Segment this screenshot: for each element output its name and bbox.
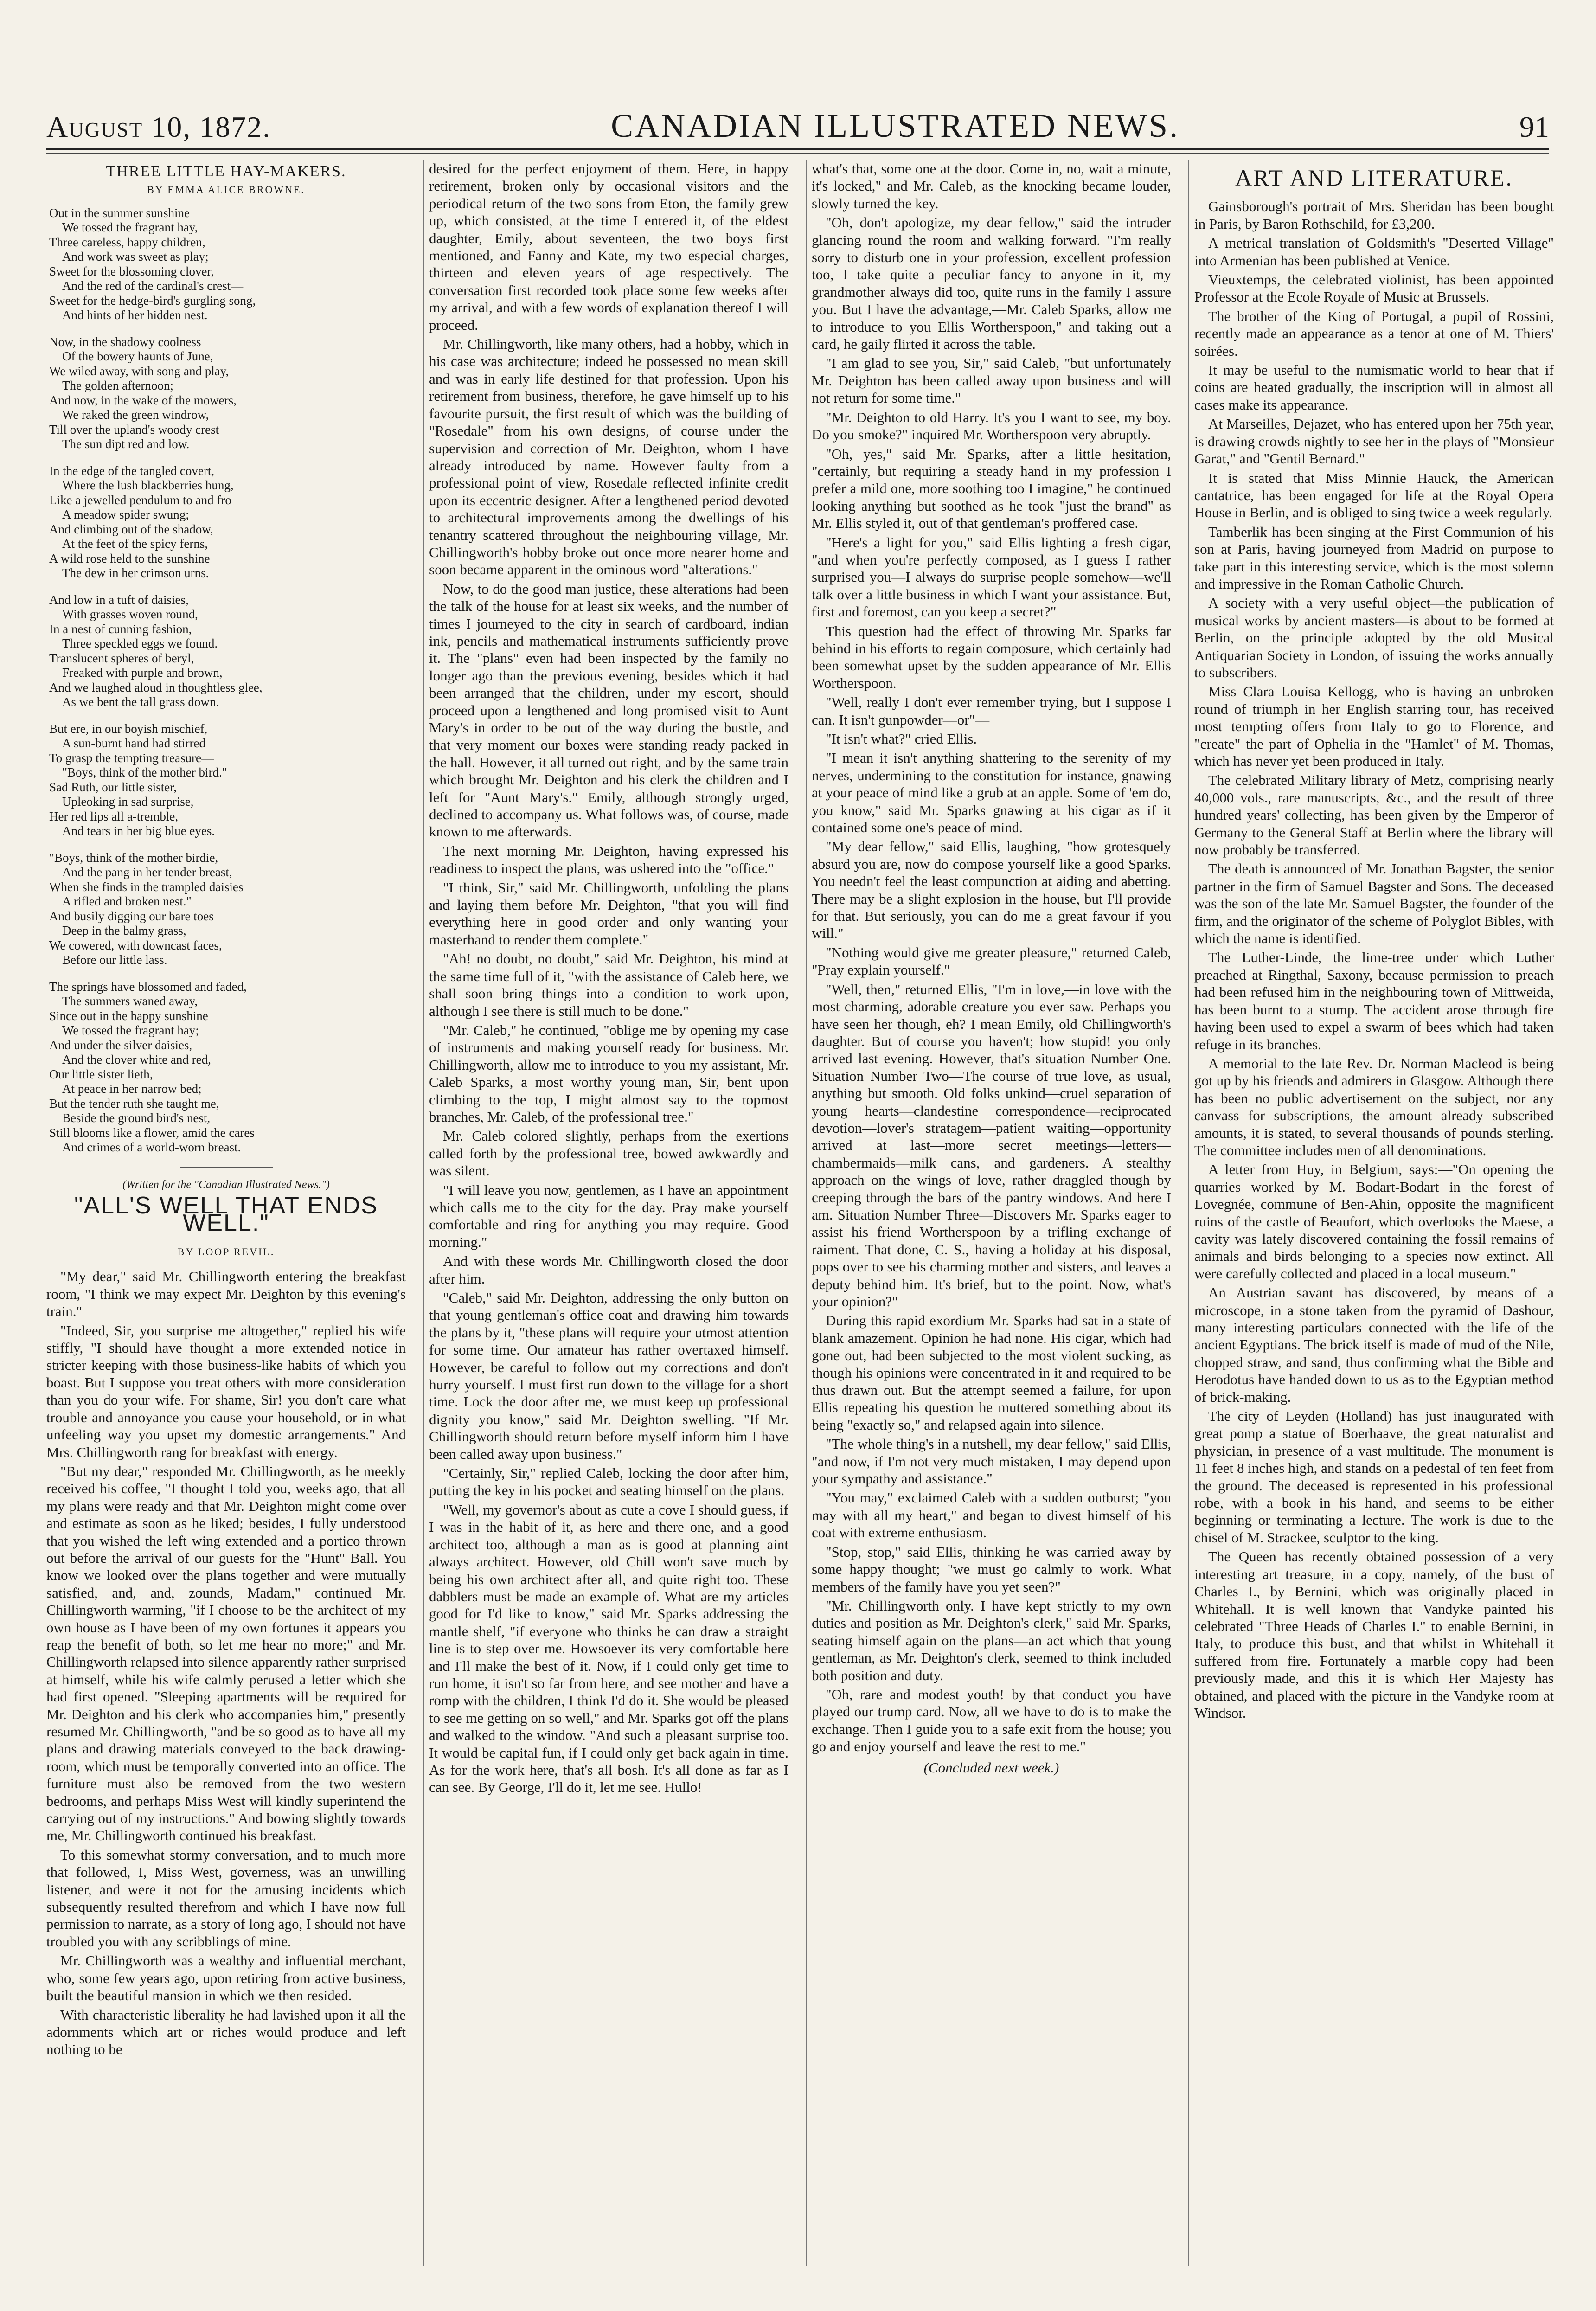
poem-line: Freaked with purple and brown, bbox=[62, 666, 223, 680]
story-paragraph: "My dear fellow," said Ellis, laughing, "how grotesquely absurd you are, now do compose yourself like a good Sparks. You needn't feel the least compunction at aiding and abetting. There may be a slight explosion in the house, but I'll provide for that. But seriously, you can do me a great favour if you will." bbox=[812, 838, 1171, 942]
story-paragraph: "Mr. Chillingworth only. I have kept strictly to my own duties and position as Mr. Deighton's clerk," said Mr. Sparks, seating himself again on the plans—an act which that young gentleman, as Mr. Deighton's clerk, seemed to think included both position and duty. bbox=[812, 1597, 1171, 1683]
art-section-title: ART AND LITERATURE. bbox=[1235, 165, 1513, 191]
story-paragraph: "I think, Sir," said Mr. Chillingworth, unfolding the plans and laying them before Mr. Deighton, "that you will find everything here in good order and only wanting your masterhand to render them complete." bbox=[429, 879, 788, 948]
poem-line: We raked the green windrow, bbox=[62, 408, 209, 422]
column-3 bbox=[812, 160, 1171, 2266]
poem-line: Upleoking in sad surprise, bbox=[62, 795, 194, 809]
masthead bbox=[46, 107, 1549, 150]
column-divider bbox=[1188, 160, 1189, 2266]
art-paragraph: A society with a very useful object—the publication of musical works by ancient masters—is about to be formed at Berlin, on the principle adopted by the old Musical Antiquarian Society in London, of issuing the works annually to subscribers. bbox=[1194, 595, 1554, 680]
story-paragraph: "Stop, stop," said Ellis, thinking he was carried away by some happy thought; "we must go calmly to work. What members of the family have you yet seen?" bbox=[812, 1543, 1171, 1595]
story-text-part-2 bbox=[429, 160, 788, 1796]
page-number: 91 bbox=[1519, 110, 1549, 143]
story-paragraph: The next morning Mr. Deighton, having expressed his readiness to inspect the plans, was ushered into the "office." bbox=[429, 842, 788, 877]
story-paragraph: "Well, really I don't ever remember trying, but I suppose I can. It isn't gunpowder—or"— bbox=[812, 694, 1171, 728]
poem-line: And work was sweet as play; bbox=[62, 250, 209, 264]
poem-line: And the pang in her tender breast, bbox=[62, 865, 232, 879]
art-paragraph: A letter from Huy, in Belgium, says:—"On opening the quarries worked by M. Bodart-Bodart in the forest of Lovegnée, commune of Ben-Ahin, opposite the magnificent ruins of the castle of Beaufort, which overlooks the Maese, a cavity was lately discovered containing the fossil remains of animals and birds belonging to a species now extinct. All were carefully collected and placed in a local museum." bbox=[1194, 1161, 1554, 1282]
story-paragraph: desired for the perfect enjoyment of them. Here, in happy retirement, broken only by occasional visitors and the periodical return of the two sons from Eton, the family grew up, which consisted, at the time I entered it, of the eldest daughter, Emily, about seventeen, the two boys first mentioned, and Fanny and Kate, my two especial charges, thirteen and eleven years of age respectively. The conversation first recorded took place some few weeks after my arrival, and with a few words of explanation thereof I will proceed. bbox=[429, 160, 788, 333]
art-paragraph: A memorial to the late Rev. Dr. Norman Macleod is being got up by his friends and admirers in Glasgow. Although there has been no public advertisement on the subject, nor any canvass for subscriptions, the amount already subscribed amounts, it is stated, to several thousands of pounds sterling. The committee includes men of all denominations. bbox=[1194, 1055, 1554, 1158]
poem-stanza bbox=[46, 335, 406, 452]
story-paragraph: "Certainly, Sir," replied Caleb, locking the door after him, putting the key in his pocket and seating himself on the plans. bbox=[429, 1465, 788, 1499]
art-paragraph: Miss Clara Louisa Kellogg, who is having an unbroken round of triumph in her English starring tour, has received most tempting offers from Italy to go to Florence, and "create" the part of Ophelia in the "Hamlet" of M. Thomas, which has never yet been produced in Italy. bbox=[1194, 683, 1554, 769]
poem-line: At peace in her narrow bed; bbox=[62, 1082, 202, 1096]
story-paragraph: "I am glad to see you, Sir," said Caleb, "but unfortunately Mr. Deighton has been called away upon business and will not return for some time." bbox=[812, 355, 1171, 406]
poem-line: "Boys, think of the mother birdie, bbox=[49, 850, 218, 865]
poem-stanza bbox=[46, 593, 406, 710]
story-paragraph: "Well, then," returned Ellis, "I'm in love,—in love with the most charming, adorable creature you ever saw. Perhaps you have seen her though, eh? I mean Emily, old Chillingworth's daughter. But of course you haven't; how stupid! you only arrived last evening. However, that's situation Number One. Situation Number Two—The course of true love, as usual, anything but smooth. Old folks unkind—cruel separation of young hearts—clandestine correspondence—reciprocated devotion—lover's stratagem—patient waiting—opportunity arrived at last—more secret meetings—letters—chambermaids—milk cans, and gardeners. A stealthy approach on the wings of love, rather draggled though by creeping through the bars of the pantry windows. And here I am. Situation Number Three—Discovers Mr. Sparks eager to assist his friend Wortherspoon by a trifling exchange of raiment. That done, C. S., having a holiday at his disposal, pops over to see his charming mother and sisters, and leaves a deputy behind him. It's brief, but to the point. Now, what's your opinion?" bbox=[812, 981, 1171, 1310]
story-paragraph: "Mr. Deighton to old Harry. It's you I want to see, my boy. Do you smoke?" inquired Mr. Wortherspoon very abruptly. bbox=[812, 409, 1171, 443]
poem-line: But the tender ruth she taught me, bbox=[49, 1096, 219, 1111]
column-1 bbox=[46, 160, 406, 2266]
poem-line: At the feet of the spicy ferns, bbox=[62, 537, 208, 551]
art-paragraph: A metrical translation of Goldsmith's "Deserted Village" into Armenian has been published at Venice. bbox=[1194, 235, 1554, 269]
poem-line: In the edge of the tangled covert, bbox=[49, 463, 215, 478]
publication-title: CANADIAN ILLUSTRATED NEWS. bbox=[611, 107, 1180, 144]
poem-stanza bbox=[46, 722, 406, 839]
poem-line: Beside the ground bird's nest, bbox=[62, 1111, 211, 1125]
art-paragraph: It is stated that Miss Minnie Hauck, the American cantatrice, has been engaged for life at the Royal Opera House in Berlin, and is obliged to sing twice a week regularly. bbox=[1194, 469, 1554, 521]
story-paragraph: "I mean it isn't anything shattering to the serenity of my nerves, undermining to the constitution for instance, gnawing at your peace of mind like a grub at an apple. Some of 'em do, you know," said Mr. Sparks gnawing at his cigar as if it contained some one's peace of mind. bbox=[812, 750, 1171, 836]
art-paragraph: It may be useful to the numismatic world to hear that if coins are heated gradually, the inscription will in almost all cases make its appearance. bbox=[1194, 362, 1554, 413]
poem-line: And we laughed aloud in thoughtless glee, bbox=[49, 680, 263, 694]
poem-line: We wiled away, with song and play, bbox=[49, 364, 229, 378]
story-paragraph: "Oh, don't apologize, my dear fellow," said the intruder glancing round the room and walking forward. "I'm really sorry to disturb one in your profession, excellent profession too, I take quite a peculiar fancy to anyone in it, my grandmother always did too, quite runs in the family I assure you. But I have the advantage,—Mr. Caleb Sparks, allow me to introduce to you Ellis Wortherspoon," and taking out a card, he gaily flirted it across the table. bbox=[812, 214, 1171, 353]
art-paragraph: Gainsborough's portrait of Mrs. Sheridan has been bought in Paris, by Baron Rothschild, for £3,200. bbox=[1194, 198, 1554, 232]
story-paragraph: During this rapid exordium Mr. Sparks had sat in a state of blank amazement. Opinion he had none. His cigar, which had gone out, had been subjected to the most violent sucking, as though his opinions were concentrated in it and required to be thus drawn out. But the attempt seemed a failure, for upon Ellis repeating his question he muttered something about its being "exactly so," and relapsed again into silence. bbox=[812, 1312, 1171, 1433]
poem-line: A sun-burnt hand had stirred bbox=[62, 736, 205, 751]
story-text-part-1 bbox=[46, 1268, 406, 2058]
poem-line: Translucent spheres of beryl, bbox=[49, 651, 194, 665]
story-paragraph: "But my dear," responded Mr. Chillingworth, as he meekly received his coffee, "I thought I told you, weeks ago, that all my plans were ready and that Mr. Deighton might come over and estimate as soon as he liked; besides, I fully understood that you wished the left wing extended and a portico thrown out before the arrival of our guests for the "Hunt" Ball. You know we looked over the plans together and were mutually satisfied, and, and, zounds, Madam," continued Mr. Chillingworth warming, "if I choose to be the architect of my own house as I have been of my own fortunes it appears you reap the benefit of both, so let me hear no more;" and Mr. Chillingworth relapsed into silence apparently rather surprised at himself, while his wife calmly perused a letter which she had first opened. "Sleeping apartments will be required for Mr. Deighton and his clerk who accompanies him," presently resumed Mr. Chillingworth, "and be so good as to have all my plans and drawing materials conveyed to the back drawing-room, which must be temporally converted into an office. The furniture must also be removed from the two western bedrooms, and perhaps Miss West will kindly superintend the carrying out of my instructions." And bowing slightly towards me, Mr. Chillingworth continued his breakfast. bbox=[46, 1463, 406, 1844]
story-paragraph: "Nothing would give me greater pleasure," returned Caleb, "Pray explain yourself." bbox=[812, 944, 1171, 978]
poem-stanza bbox=[46, 464, 406, 581]
poem-line: And the clover white and red, bbox=[62, 1053, 211, 1067]
story-paragraph: Now, to do the good man justice, these alterations had been the talk of the house for at least six weeks, and the number of times I journeyed to the city in search of cardboard, indian ink, pencils and mathematical instruments sufficiently prove it. The "plans" even had been inspected by the family no longer ago than the previous evening, besides which it had been arranged that the children, under my escort, should proceed upon a lengthened and long promised visit to Aunt Mary's in order to be out of the way during the bustle, and that very moment our boxes were standing ready packed in the hall. However, it all turned out right, and by the same train which brought Mr. Deighton and his clerk the children and I left for "Aunt Mary's." Emily, although strongly urged, declined to accompany us. What follows was, of course, made known to me afterwards. bbox=[429, 580, 788, 840]
poem-line: As we bent the tall grass down. bbox=[62, 695, 219, 709]
poem-line: And under the silver daisies, bbox=[49, 1038, 192, 1052]
art-paragraph: The Luther-Linde, the lime-tree under which Luther preached at Ringthal, Saxony, because permission to preach had been refused him in the neighbouring town of Mittweida, has been burnt to a stump. The accident arose through fire having been used to expel a swarm of bees which had taken refuge in its branches. bbox=[1194, 949, 1554, 1053]
art-paragraph: The Queen has recently obtained possession of a very interesting art treasure, in a copy, namely, of the bust of Charles I., by Bernini, which was originally placed in Whitehall. It is well known that Vandyke painted his celebrated "Three Heads of Charles I." to enable Bernini, in Italy, to produce this bust, and that whilst in Whitehall it suffered from fire. Fortunately a marble copy had been previously made, and this it is which Her Majesty has obtained, and placed with the picture in the Vandyke room at Windsor. bbox=[1194, 1548, 1554, 1721]
column-divider bbox=[806, 160, 807, 2266]
story-paragraph: what's that, some one at the door. Come in, no, wait a minute, it's locked," and Mr. Caleb, as the knocking became louder, slowly turned the key. bbox=[812, 160, 1171, 212]
poem-line: Our little sister lieth, bbox=[49, 1067, 153, 1081]
story-paragraph: "Caleb," said Mr. Deighton, addressing the only button on that young gentleman's office coat and drawing him towards the plans by it, "these plans will require your utmost attention for some time. Our amateur has rather overtaxed himself. However, be careful to follow out my corrections and don't hurry yourself. I must first run down to the village for a short time. Lock the door after me, we must keep up professional dignity you know," said Mr. Deighton swelling. "If Mr. Chillingworth should return before myself inform him I have been called away upon business." bbox=[429, 1290, 788, 1462]
art-paragraph: The city of Leyden (Holland) has just inaugurated with great pomp a statue of Boerhaave, the great naturalist and physician, in presence of a vast multitude. The monument is 11 feet 8 inches high, and stands on a pedestal of ten feet from the ground. The deceased is represented in his professional robe, with a book in his hand, and seems to be either beginning or terminating a lecture. The work is due to the chisel of M. Strackee, sculptor to the king. bbox=[1194, 1408, 1554, 1546]
poem-line: Now, in the shadowy coolness bbox=[49, 334, 201, 349]
art-paragraph: The brother of the King of Portugal, a pupil of Rossini, recently made an appearance as a tenor at one of M. Thiers' soirées. bbox=[1194, 308, 1554, 359]
story-byline: BY LOOP REVIL. bbox=[177, 1246, 275, 1258]
poem-line: And hints of her hidden nest. bbox=[62, 308, 208, 322]
poem-line: And low in a tuft of daisies, bbox=[49, 592, 189, 607]
concluded-note: (Concluded next week.) bbox=[923, 1759, 1059, 1776]
poem-line: And busily digging our bare toes bbox=[49, 909, 214, 923]
poem-byline: BY EMMA ALICE BROWNE. bbox=[147, 184, 305, 196]
story-paragraph: "You may," exclaimed Caleb with a sudden outburst; "you may with all my heart," and began to divest himself of his coat with extreme enthusiasm. bbox=[812, 1489, 1171, 1541]
story-paragraph: "My dear," said Mr. Chillingworth entering the breakfast room, "I think we may expect Mr. Deighton by this evening's train." bbox=[46, 1268, 406, 1320]
poem-line: A meadow spider swung; bbox=[62, 507, 189, 522]
poem-line: Like a jewelled pendulum to and fro bbox=[49, 493, 231, 507]
poem-line: Before our little lass. bbox=[62, 953, 167, 967]
story-paragraph: Mr. Caleb colored slightly, perhaps from the exertions called forth by the professional tree, bowed awkwardly and was silent. bbox=[429, 1128, 788, 1179]
poem-line: Her red lips all a-tremble, bbox=[49, 809, 179, 823]
poem-body bbox=[46, 206, 406, 1155]
separator bbox=[180, 1167, 273, 1168]
poem-line: The summers waned away, bbox=[62, 994, 198, 1008]
poem-line: Sweet for the blossoming clover, bbox=[49, 264, 214, 278]
poem-line: Of the bowery haunts of June, bbox=[62, 349, 213, 364]
story-paragraph: "Indeed, Sir, you surprise me altogether," replied his wife stiffly, "I should have thought a more extended notice in stricter keeping with those business-like habits of which you boast. But I suppose you treat others with more consideration than you do your wife. For shame, Sir! you don't care what trouble and annoyance you cause your household, or in what unfeeling way you upset my domestic arrangements." And Mrs. Chillingworth rang for breakfast with energy. bbox=[46, 1322, 406, 1460]
story-paragraph: To this somewhat stormy conversation, and to much more that followed, I, Miss West, governess, was an unwilling listener, and were it not for the amusing incidents which subsequently resulted therefrom and which I have now full permission to narrate, as a story of long ago, I should not have troubled you with any scribblings of mine. bbox=[46, 1846, 406, 1950]
story-paragraph: "It isn't what?" cried Ellis. bbox=[826, 731, 977, 747]
poem-line: To grasp the tempting treasure— bbox=[49, 751, 214, 765]
poem-line: "Boys, think of the mother bird." bbox=[62, 765, 227, 780]
art-paragraph: At Marseilles, Dejazet, who has entered upon her 75th year, is drawing crowds nightly to see her in the plays of "Monsieur Garat," and "Gentil Bernard." bbox=[1194, 416, 1554, 467]
art-paragraph: The celebrated Military library of Metz, comprising nearly 40,000 vols., rare manuscripts, &c., and the result of three hundred years' collecting, has been given by the Emperor of Germany to the General Staff at Berlin where the library will now probably be transferred. bbox=[1194, 772, 1554, 858]
poem-line: Deep in the balmy grass, bbox=[62, 924, 186, 938]
poem-title: THREE LITTLE HAY-MAKERS. bbox=[106, 163, 346, 180]
poem-line: Still blooms like a flower, amid the cares bbox=[49, 1125, 255, 1140]
story-credit: (Written for the "Canadian Illustrated News.") bbox=[122, 1178, 330, 1191]
poem-line: Sweet for the hedge-bird's gurgling song, bbox=[49, 293, 256, 308]
art-paragraph: Vieuxtemps, the celebrated violinist, has been appointed Professor at the Ecole Royale of Music at Brussels. bbox=[1194, 271, 1554, 305]
art-paragraph: Tamberlik has been singing at the First Communion of his son at Paris, having journeyed from Madrid on purpose to take part in this interesting service, which is the most solemn and impressive in the Roman Catholic Church. bbox=[1194, 523, 1554, 592]
story-paragraph: Mr. Chillingworth, like many others, had a hobby, which in his case was architecture; indeed he possessed no mean skill and was in early life destined for that profession. Upon his retirement from business, therefore, he gave himself up to his favourite pursuit, the first result of which was the building of "Rosedale" from his own designs, of course under the supervision and correction of Mr. Deighton, whom I have already introduced by name. However faulty from a professional point of view, Rosedale reflected infinite credit upon its eccentric designer. After a lengthened period devoted to architectural improvements among the dwellings of his tenantry scattered throughout the neighbouring village, Mr. Chillingworth's hobby broke out once more nearer home and soon became apparent in the ominous word "alterations." bbox=[429, 336, 788, 578]
story-text-part-3 bbox=[812, 160, 1171, 1755]
story-paragraph: "Here's a light for you," said Ellis lighting a fresh cigar, "and when you're perfectly composed, as I guess I rather surprised you—I always do surprise people somehow—we'll talk over a little business in which I want your assistance. But, first and foremost, can you keep a secret?" bbox=[812, 534, 1171, 620]
poem-line: But ere, in our boyish mischief, bbox=[49, 721, 208, 736]
poem-line: A rifled and broken nest." bbox=[62, 894, 192, 909]
poem-line: And now, in the wake of the mowers, bbox=[49, 393, 237, 407]
poem-line: The dew in her crimson urns. bbox=[62, 566, 209, 580]
poem-stanza bbox=[46, 851, 406, 968]
story-paragraph: This question had the effect of throwing Mr. Sparks far behind in his efforts to regain composure, which certainly had been somewhat upset by the sudden appearance of Mr. Ellis Wortherspoon. bbox=[812, 623, 1171, 691]
poem-line: Where the lush blackberries hung, bbox=[62, 478, 234, 493]
story-paragraph: "The whole thing's in a nutshell, my dear fellow," said Ellis, "and now, if I'm not very much mistaken, I may depend upon your sympathy and assistance." bbox=[812, 1436, 1171, 1487]
story-paragraph: And with these words Mr. Chillingworth closed the door after him. bbox=[429, 1253, 788, 1287]
poem-line: Sad Ruth, our little sister, bbox=[49, 780, 177, 794]
story-paragraph: "Ah! no doubt, no doubt," said Mr. Deighton, his mind at the same time full of it, "with the assistance of Caleb here, we shall soon bring things into a condition to work upon, although I see there is still much to be done." bbox=[429, 950, 788, 1019]
art-section-text bbox=[1194, 198, 1554, 1721]
poem-line: The golden afternoon; bbox=[62, 379, 173, 393]
story-paragraph: "Well, my governor's about as cute a cove I should guess, if I was in the habit of it, as here and there one, and a good architect too, although a man as is good at planning aint always architect. However, old Chill won't save much by being his own architect after all, and quite right too. These dabblers must be made an example of. What are my articles good for I'd like to know," said Mr. Sparks addressing the mantle shelf, "if everyone who thinks he can draw a straight line is to step over me. Howsoever its very comfortable here and I'll make the best of it. Now, if I could only get time to run home, it isn't so far from here, and see mother and have a romp with the children, I think I'd do it. She would be pleased to see me getting on so well," and Mr. Sparks got off the plans and walked to the window. "And such a pleasant surprise too. It would be capital fun, if I could only get back again in time. As for the work here, that's all bosh. It's all done as far as I can see. By George, I'll do it, let me see. Hullo! bbox=[429, 1501, 788, 1796]
poem-line: Till over the upland's woody crest bbox=[49, 422, 219, 437]
column-2 bbox=[429, 160, 788, 2266]
story-paragraph: "Oh, yes," said Mr. Sparks, after a little hesitation, "certainly, but requiring a steady hand in my profession I prefer a mild one, more soothing too I imagine," he continued looking anything but soothed as he took "just the brand" as Mr. Ellis styled it, out of that gentleman's proffered case. bbox=[812, 445, 1171, 532]
story-paragraph: With characteristic liberality he had lavished upon it all the adornments which art or riches would produce and left nothing to be bbox=[46, 2006, 406, 2058]
poem-line: A wild rose held to the sunshine bbox=[49, 551, 210, 565]
poem-line: When she finds in the trampled daisies bbox=[49, 879, 244, 894]
column-4 bbox=[1194, 160, 1554, 2266]
poem-line: We tossed the fragrant hay; bbox=[62, 1023, 199, 1038]
poem-line: Three speckled eggs we found. bbox=[62, 636, 218, 651]
poem-stanza bbox=[46, 980, 406, 1155]
art-paragraph: The death is announced of Mr. Jonathan Bagster, the senior partner in the firm of Samuel Bagster and Sons. The deceased was the son of the late Mr. Samuel Bagster, the founder of the firm, and the originator of the scheme of Polyglot Bibles, with which the name is identified. bbox=[1194, 860, 1554, 947]
poem-line: Three careless, happy children, bbox=[49, 235, 205, 249]
poem-line: And the red of the cardinal's crest— bbox=[62, 279, 244, 293]
poem-line: The springs have blossomed and faded, bbox=[49, 979, 247, 994]
poem-line: And crimes of a world-worn breast. bbox=[62, 1140, 241, 1155]
poem-line: And climbing out of the shadow, bbox=[49, 522, 213, 536]
art-paragraph: An Austrian savant has discovered, by means of a microscope, in a stone taken from the pyramid of Dashour, many interesting particulars connected with the life of the ancient Egyptians. The brick itself is made of mud of the Nile, chopped straw, and sand, thus confirming what the Bible and Herodotus have handed down to us as to the Egyptian method of brick-making. bbox=[1194, 1284, 1554, 1405]
story-paragraph: "Oh, rare and modest youth! by that conduct you have played our trump card. Now, all we have to do is to make the exchange. Then I guide you to a safe exit from the house; you go and enjoy yourself and leave the rest to me." bbox=[812, 1686, 1171, 1755]
story-paragraph: "Mr. Caleb," he continued, "oblige me by opening my case of instruments and making yourself ready for business. Mr. Chillingworth, allow me to introduce to you my assistant, Mr. Caleb Sparks, a most worthy young man, Sir, bent upon climbing to the top, I might almost say to the topmost branches, Mr. Caleb, of the professional tree." bbox=[429, 1021, 788, 1125]
header-rule bbox=[46, 153, 1549, 154]
poem-line: The sun dipt red and low. bbox=[62, 437, 190, 451]
poem-line: In a nest of cunning fashion, bbox=[49, 622, 192, 636]
poem-stanza bbox=[46, 206, 406, 323]
poem-line: We cowered, with downcast faces, bbox=[49, 938, 222, 952]
issue-date: August 10, 1872. bbox=[46, 110, 271, 143]
poem-line: We tossed the fragrant hay, bbox=[62, 220, 198, 235]
story-paragraph: "I will leave you now, gentlemen, as I have an appointment which calls me to the city for the day. Pray make yourself comfortable and ring for anything you may require. Good morning." bbox=[429, 1181, 788, 1250]
poem-line: And tears in her big blue eyes. bbox=[62, 824, 215, 838]
column-divider bbox=[423, 160, 424, 2266]
poem-line: With grasses woven round, bbox=[62, 607, 198, 622]
poem-line: Out in the summer sunshine bbox=[49, 205, 190, 220]
story-title: "ALL'S WELL THAT ENDS WELL." bbox=[74, 1192, 378, 1237]
poem-line: Since out in the happy sunshine bbox=[49, 1008, 208, 1023]
story-paragraph: Mr. Chillingworth was a wealthy and influential merchant, who, some few years ago, upon retiring from active business, built the beautiful mansion in which we then resided. bbox=[46, 1952, 406, 2004]
